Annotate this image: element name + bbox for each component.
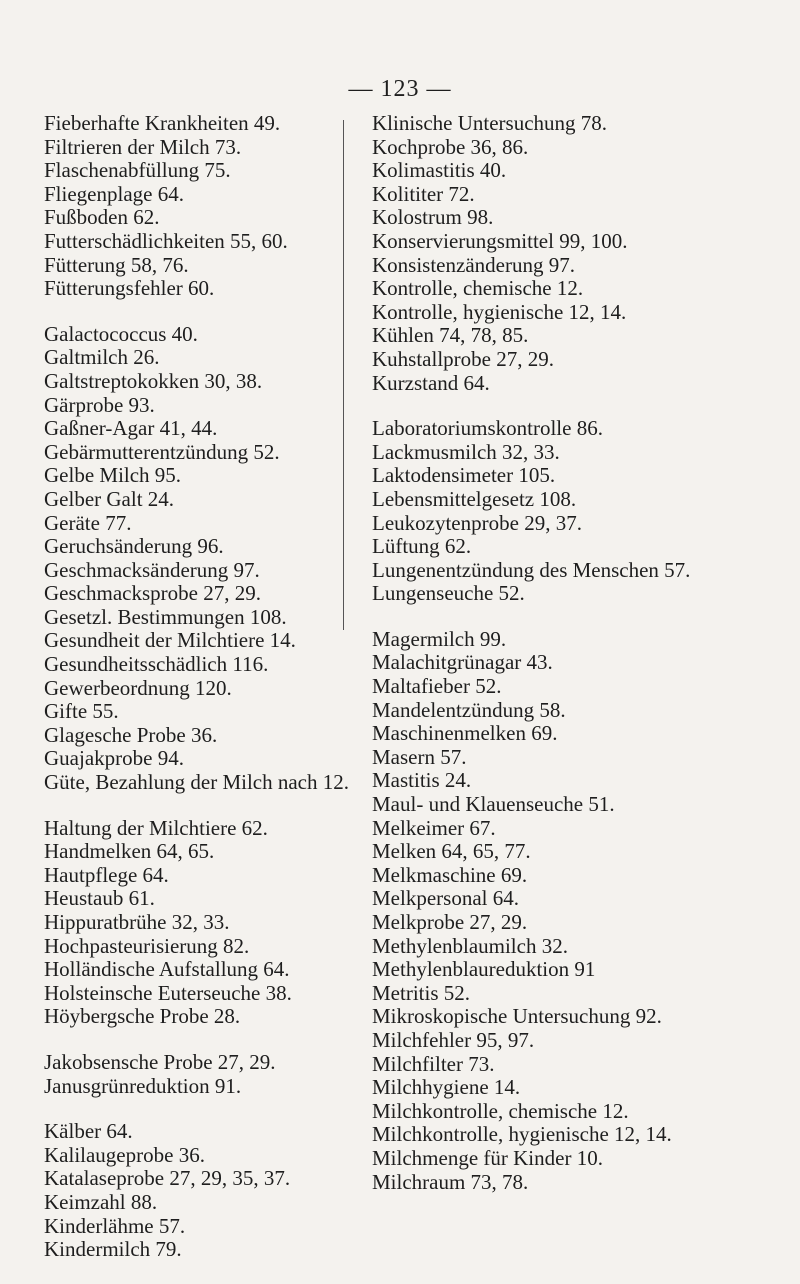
index-entry: Klinische Untersuchung 78. <box>372 111 608 135</box>
index-entry: Filtrieren der Milch 73. <box>44 134 242 159</box>
index-entry: Galtmilch 26. <box>44 345 160 370</box>
index-entry: Fußboden 62. <box>44 205 160 230</box>
index-entry: Leukozytenprobe 29, 37. <box>372 510 582 535</box>
index-entry: Kontrolle, hygienische 12, 14. <box>372 299 627 324</box>
index-entry: Geschmacksprobe 27, 29. <box>44 581 261 606</box>
index-entry: Gesundheit der Milchtiere 14. <box>44 628 296 653</box>
index-entry: Fieberhafte Krankheiten 49. <box>44 111 281 135</box>
index-entry: Gesetzl. Bestimmungen 108. <box>44 604 287 629</box>
index-entry: Geräte 77. <box>44 510 132 535</box>
index-entry: Gewerbeordnung 120. <box>44 675 232 700</box>
index-letter-group <box>372 112 762 395</box>
index-entry: Janusgrünreduktion 91. <box>44 1073 242 1098</box>
index-entry: Masern 57. <box>372 744 467 769</box>
index-entry: Laboratoriumskontrolle 86. <box>372 416 603 441</box>
index-entry: Güte, Bezahlung der Milch nach 12. <box>44 770 349 795</box>
index-entry: Mandelentzündung 58. <box>372 697 566 722</box>
index-entry: Keimzahl 88. <box>44 1189 158 1214</box>
index-entry: Handmelken 64, 65. <box>44 839 215 864</box>
index-entry: Fütterung 58, 76. <box>44 252 189 277</box>
index-entry: Hippuratbrühe 32, 33. <box>44 910 230 934</box>
index-entry: Gifte 55. <box>44 699 119 724</box>
index-entry: Kurzstand 64. <box>372 370 490 395</box>
index-entry: Kindermilch 79. <box>44 1237 182 1262</box>
index-column-left <box>44 112 362 1284</box>
index-entry: Katalaseprobe 27, 29, 35, 37. <box>44 1166 291 1191</box>
index-entry: Holländische Aufstallung 64. <box>44 957 290 982</box>
index-entry: Kühlen 74, 78, 85. <box>372 323 529 348</box>
index-entry: Futterschädlichkeiten 55, 60. <box>44 228 288 253</box>
index-entry: Galtstreptokokken 30, 38. <box>44 368 263 393</box>
index-entry: Hautpflege 64. <box>44 862 169 887</box>
index-entry: Kälber 64. <box>44 1119 133 1144</box>
index-entry: Melkpersonal 64. <box>372 886 519 911</box>
index-entry: Gesundheitsschädlich 116. <box>44 652 269 677</box>
index-letter-group <box>372 628 762 1194</box>
index-entry: Konsistenzänderung 97. <box>372 252 575 277</box>
index-entry: Melkmaschine 69. <box>372 862 528 887</box>
index-entry: Melkprobe 27, 29. <box>372 910 528 934</box>
index-entry: Haltung der Milchtiere 62. <box>44 815 268 840</box>
index-entry: Kochprobe 36, 86. <box>372 134 529 159</box>
index-entry: Konservierungsmittel 99, 100. <box>372 228 628 253</box>
index-entry: Milchfilter 73. <box>372 1051 495 1076</box>
index-entry: Holsteinsche Euterseuche 38. <box>44 980 292 1005</box>
index-entry: Lebensmittelgesetz 108. <box>372 486 577 511</box>
index-entry: Melkeimer 67. <box>372 815 496 840</box>
index-column-right <box>372 112 762 1216</box>
index-entry: Milchfehler 95, 97. <box>372 1027 535 1052</box>
index-entry: Guajakprobe 94. <box>44 746 184 771</box>
index-entry: Gärprobe 93. <box>44 392 155 417</box>
index-entry: Kolititer 72. <box>372 181 475 206</box>
index-entry: Malachitgrünagar 43. <box>372 650 553 675</box>
index-letter-group <box>372 417 762 606</box>
index-entry: Maul- und Klauenseuche 51. <box>372 792 615 817</box>
index-entry: Gelbe Milch 95. <box>44 463 182 488</box>
index-entry: Metritis 52. <box>372 980 470 1005</box>
index-entry: Kuhstallprobe 27, 29. <box>372 346 554 371</box>
index-entry: Heustaub 61. <box>44 886 155 911</box>
index-entry: Kolostrum 98. <box>372 205 494 230</box>
index-letter-group <box>44 112 362 301</box>
index-entry: Glagesche Probe 36. <box>44 722 218 747</box>
index-letter-group <box>44 1120 362 1262</box>
index-entry: Methylenblaumilch 32. <box>372 933 568 958</box>
index-entry: Gebärmutterentzündung 52. <box>44 439 280 464</box>
index-entry: Höybergsche Probe 28. <box>44 1004 241 1029</box>
index-entry: Geschmacksänderung 97. <box>44 557 260 582</box>
index-entry: Kinderlähme 57. <box>44 1213 186 1238</box>
index-entry: Milchhygiene 14. <box>372 1075 521 1100</box>
index-entry: Milchraum 73, 78. <box>372 1169 529 1194</box>
index-entry: Fütterungsfehler 60. <box>44 276 215 301</box>
index-entry: Flaschenabfüllung 75. <box>44 158 231 183</box>
index-entry: Milchkontrolle, hygienische 12, 14. <box>372 1122 672 1147</box>
index-entry: Lüftung 62. <box>372 534 472 559</box>
index-letter-group <box>44 817 362 1029</box>
index-entry: Lackmusmilch 32, 33. <box>372 439 560 464</box>
index-entry: Methylenblaureduktion 91 <box>372 957 596 982</box>
index-entry: Gelber Galt 24. <box>44 486 175 511</box>
index-entry: Gaßner-Agar 41, 44. <box>44 416 218 441</box>
index-entry: Kolimastitis 40. <box>372 158 507 183</box>
index-entry: Jakobsensche Probe 27, 29. <box>44 1049 276 1074</box>
page-number: — 123 — <box>348 76 452 102</box>
index-entry: Lungenentzündung des Menschen 57. <box>372 557 691 582</box>
index-entry: Fliegenplage 64. <box>44 181 184 206</box>
index-entry: Kontrolle, chemische 12. <box>372 276 584 301</box>
index-letter-group <box>44 323 362 795</box>
index-entry: Melken 64, 65, 77. <box>372 839 531 864</box>
index-entry: Mastitis 24. <box>372 768 472 793</box>
index-entry: Kalilaugeprobe 36. <box>44 1142 205 1167</box>
index-entry: Maschinenmelken 69. <box>372 721 558 746</box>
index-entry: Laktodensimeter 105. <box>372 463 556 488</box>
index-entry: Geruchsänderung 96. <box>44 534 224 559</box>
index-entry: Mikroskopische Untersuchung 92. <box>372 1004 662 1029</box>
index-entry: Maltafieber 52. <box>372 674 502 699</box>
index-entry: Galactococcus 40. <box>44 321 198 346</box>
index-entry: Magermilch 99. <box>372 626 507 651</box>
index-letter-group <box>44 1051 362 1098</box>
index-entry: Lungenseuche 52. <box>372 581 525 606</box>
index-entry: Milchmenge für Kinder 10. <box>372 1145 603 1170</box>
index-entry: Milchkontrolle, chemische 12. <box>372 1098 629 1123</box>
index-entry: Hochpasteurisierung 82. <box>44 933 250 958</box>
